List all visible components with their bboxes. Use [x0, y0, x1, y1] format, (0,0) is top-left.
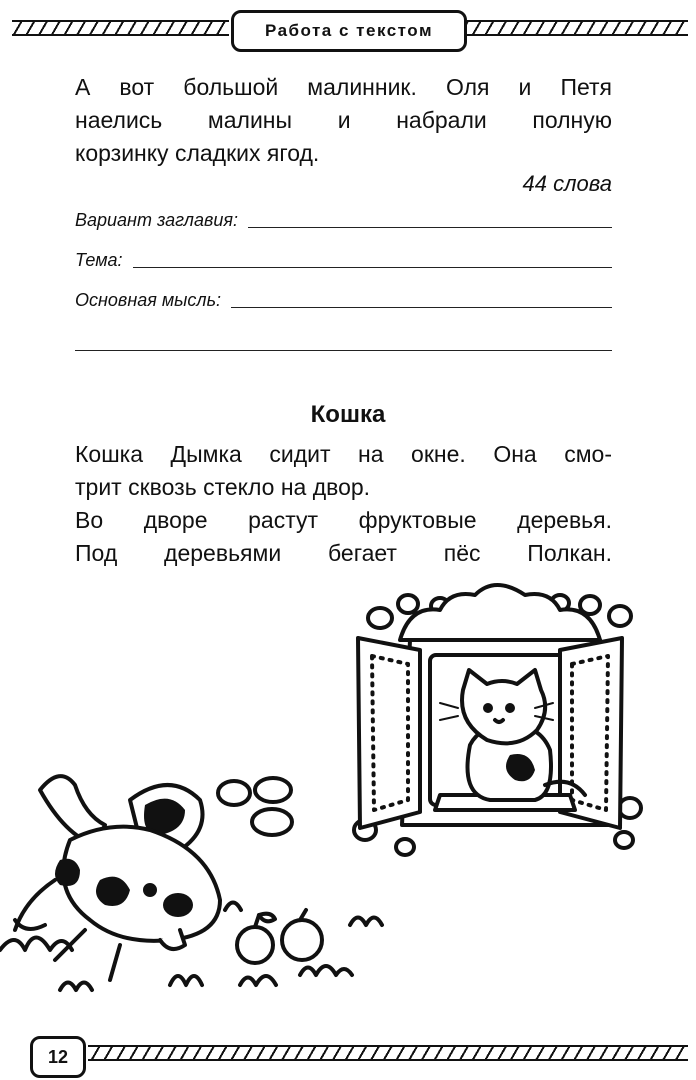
- text-line: Под деревьями бегает пёс Полкан.: [75, 540, 612, 566]
- footer-band: [88, 1045, 688, 1061]
- theme-label: Тема:: [75, 250, 123, 270]
- apples-icon: [237, 910, 322, 963]
- main-idea-label: Основная мысль:: [75, 290, 222, 310]
- footer-stripe: [88, 1045, 688, 1061]
- title-variant-label: Вариант заглавия:: [75, 210, 238, 230]
- text-line: корзинку сладких ягод.: [75, 140, 320, 166]
- section-header: Работа с текстом: [231, 10, 467, 52]
- text-line: А вот большой малинник. Оля и Петя: [75, 74, 612, 100]
- page-number: 12: [30, 1036, 86, 1078]
- text-line: наелись малины и набрали полную: [75, 107, 612, 133]
- story-title: Кошка: [310, 401, 386, 428]
- dog-icon: [15, 776, 220, 980]
- text-line: Кошка Дымка сидит на окне. Она смо-: [75, 441, 612, 467]
- text-line: Во дворе растут фруктовые деревья.: [75, 507, 612, 533]
- text-line: трит сквозь стекло на двор.: [75, 474, 371, 500]
- stones-icon: [218, 778, 292, 835]
- word-count: 44 слова: [522, 171, 612, 196]
